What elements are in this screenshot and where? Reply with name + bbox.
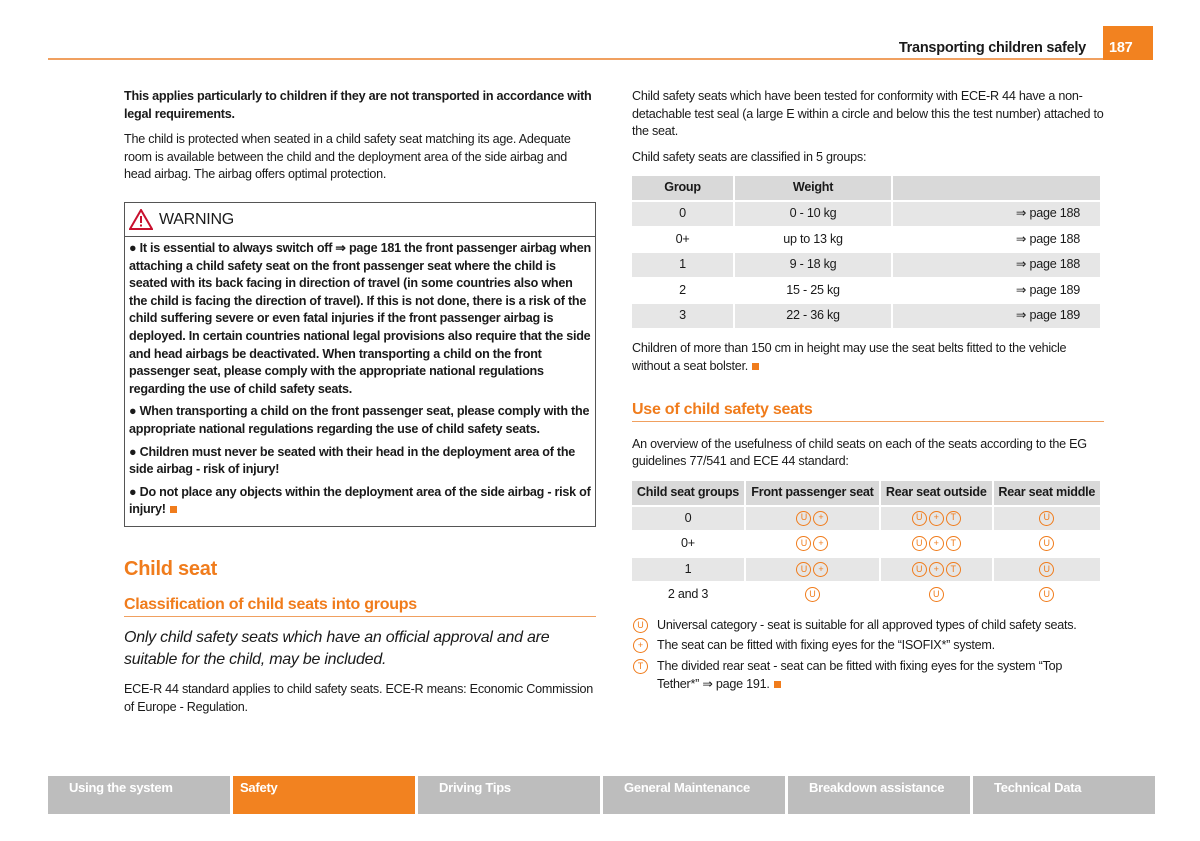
symbol-cell — [746, 583, 879, 607]
table-cell: 0 — [632, 202, 733, 226]
group-cell: 0 — [632, 507, 744, 531]
warning-item: ● When transporting a child on the front passenger seat, please comply with the appropriate national regulations regarding the use of child safety seats. — [129, 404, 590, 436]
symbol-cell — [746, 532, 879, 556]
test-seal-text: Child safety seats which have been tested for conformity with ECE-R 44 have a non-detachable test seal (a large E within a circle and below this the test number) attached to the seat. — [632, 89, 1104, 139]
symbol-cell — [994, 507, 1101, 531]
legend-item — [632, 637, 1104, 655]
end-mark-icon — [170, 506, 177, 513]
symbol-cell — [994, 558, 1101, 582]
group-cell: 1 — [632, 558, 744, 582]
universal-icon: U — [1039, 562, 1054, 577]
warning-header — [125, 203, 595, 237]
legend-item — [632, 617, 1104, 635]
footer-tab[interactable]: Safety — [233, 776, 415, 814]
chapter-title: Transporting children safely — [898, 40, 1086, 56]
footer-tab[interactable]: General Maintenance — [603, 776, 785, 814]
universal-icon: U — [796, 511, 811, 526]
page-link[interactable]: ⇒ page 188 — [893, 253, 1100, 277]
top-tether-icon: T — [946, 536, 961, 551]
table-cell: 2 — [679, 282, 686, 297]
ece-text: ECE-R 44 standard applies to child safety seats. ECE-R means: Economic Commission of Europe - Regulation. — [124, 682, 594, 714]
usage-table — [630, 479, 1102, 609]
bullet-icon: ● — [129, 484, 140, 499]
bullet-icon: ● — [129, 404, 140, 419]
section-title: Child seat — [124, 557, 218, 580]
table-row — [632, 304, 1100, 328]
warning-triangle-icon — [129, 209, 153, 230]
symbol-cell — [881, 558, 992, 582]
warning-body — [125, 237, 595, 526]
page-link[interactable]: ⇒ page 189 — [1015, 282, 1080, 297]
page-link[interactable]: ⇒ page 188 — [1015, 231, 1080, 246]
groups-table — [630, 174, 1102, 330]
symbol-cell — [746, 507, 879, 531]
right-column — [632, 88, 1104, 696]
footer-nav — [48, 776, 1155, 814]
table-cell: 1 — [632, 253, 733, 277]
group-cell: 2 and 3 — [667, 587, 709, 602]
table-row — [632, 558, 1100, 582]
table-row — [632, 532, 1100, 556]
symbol-cell — [881, 583, 992, 607]
warning-item: ● Do not place any objects within the deployment area of the side airbag - risk of injury! — [129, 484, 591, 517]
column-header: Weight — [735, 176, 891, 200]
universal-icon: U — [929, 587, 944, 602]
symbol-cell — [881, 507, 992, 531]
lead-text: Only child safety seats which have an official approval and are suitable for the child, may be included. — [124, 629, 550, 669]
page-link[interactable]: ⇒ page 188 — [893, 202, 1100, 226]
table-cell: 9 - 18 kg — [735, 253, 891, 277]
universal-icon: U — [912, 562, 927, 577]
top-tether-icon: T — [946, 562, 961, 577]
universal-icon: U — [912, 536, 927, 551]
table-cell: 22 - 36 kg — [735, 304, 891, 328]
universal-icon: U — [796, 562, 811, 577]
header-rule — [48, 58, 1153, 60]
intro-bold: This applies particularly to children if they are not transported in accordance with legal requirements. — [124, 89, 592, 121]
column-header: Front passenger seat — [746, 481, 879, 505]
table-row — [632, 279, 1100, 303]
footer-tab[interactable]: Using the system — [48, 776, 230, 814]
symbol-cell — [746, 558, 879, 582]
legend-text: Universal category - seat is suitable for all approved types of child safety seats. — [657, 617, 1077, 632]
warning-item: ● Children must never be seated with their head in the deployment area of the side airbag - risk of injury! — [129, 444, 576, 477]
footer-tab[interactable]: Breakdown assistance — [788, 776, 970, 814]
symbol-cell — [994, 583, 1101, 607]
use-title: Use of child safety seats — [632, 401, 1104, 422]
isofix-icon: + — [929, 536, 944, 551]
table-cell: 3 — [632, 304, 733, 328]
isofix-icon: + — [813, 562, 828, 577]
end-mark-icon — [774, 681, 781, 688]
column-header: Rear seat outside — [881, 481, 992, 505]
isofix-icon: + — [633, 638, 648, 653]
footer-tab[interactable]: Driving Tips — [418, 776, 600, 814]
universal-icon: U — [796, 536, 811, 551]
column-header — [893, 176, 1100, 200]
column-header: Group — [632, 176, 733, 200]
bullet-icon: ● — [129, 240, 140, 255]
table-row — [632, 228, 1100, 252]
table-cell: 0 - 10 kg — [735, 202, 891, 226]
universal-icon: U — [1039, 536, 1054, 551]
page-link[interactable]: ⇒ page 189 — [893, 304, 1100, 328]
column-header: Rear seat middle — [994, 481, 1101, 505]
universal-icon: U — [633, 618, 648, 633]
warning-title: WARNING — [159, 210, 234, 228]
table-cell: up to 13 kg — [783, 231, 843, 246]
universal-icon: U — [912, 511, 927, 526]
table-cell: 0+ — [675, 231, 690, 246]
table-cell: 15 - 25 kg — [786, 282, 840, 297]
table-header-row — [632, 481, 1100, 505]
bullet-icon: ● — [129, 444, 140, 459]
isofix-icon: + — [813, 511, 828, 526]
groups-intro: Child safety seats are classified in 5 groups: — [632, 149, 867, 164]
column-header: Child seat groups — [632, 481, 744, 505]
page-number: 187 — [1103, 26, 1153, 60]
intro-text: The child is protected when seated in a child safety seat matching its age. Adequate room is available between the child and the deployment area of the side airbag and head airbag. The airbag offers optimal protection. — [124, 132, 571, 182]
isofix-icon: + — [929, 562, 944, 577]
subsection-title: Classification of child seats into groups — [124, 596, 596, 617]
legend-text: The divided rear seat - seat can be fitted with fixing eyes for the system “Top Tether*” ⇒ page 191. — [657, 659, 1063, 691]
left-column — [124, 88, 596, 724]
warning-item: ● It is essential to always switch off ⇒ page 181 the front passenger airbag when attaching a child safety seat on the front passenger seat where the child is seated with its back facing in direction of travel (in some countries also when the child is facing the direction of travel). If this is not done, there is a risk of the child suffering severe or even fatal injuries if the front passenger airbag is deployed. In certain countries national legal provisions also require that the side and head airbags be deactivated. When transporting a child on the front passenger seat, please comply with the appropriate national regulations regarding the use of child safety seats. — [129, 240, 591, 396]
top-tether-icon: T — [633, 659, 648, 674]
universal-icon: U — [805, 587, 820, 602]
legend-item — [632, 658, 1104, 693]
top-tether-icon: T — [946, 511, 961, 526]
end-mark-icon — [752, 363, 759, 370]
symbol-cell — [994, 532, 1101, 556]
height-note: Children of more than 150 cm in height may use the seat belts fitted to the vehicle without a seat bolster. — [632, 340, 1067, 373]
isofix-icon: + — [813, 536, 828, 551]
usage-intro: An overview of the usefulness of child seats on each of the seats according to the EG guidelines 77/541 and ECE 44 standard: — [632, 436, 1087, 469]
symbol-legend — [632, 617, 1104, 693]
group-cell: 0+ — [681, 536, 695, 551]
table-row — [632, 583, 1100, 607]
isofix-icon: + — [929, 511, 944, 526]
footer-tab[interactable]: Technical Data — [973, 776, 1155, 814]
universal-icon: U — [1039, 511, 1054, 526]
table-header-row — [632, 176, 1100, 200]
universal-icon: U — [1039, 587, 1054, 602]
table-row — [632, 253, 1100, 277]
warning-box — [124, 202, 596, 527]
table-row — [632, 507, 1100, 531]
legend-text: The seat can be fitted with fixing eyes for the “ISOFIX*” system. — [657, 638, 995, 653]
table-row — [632, 202, 1100, 226]
symbol-cell — [881, 532, 992, 556]
